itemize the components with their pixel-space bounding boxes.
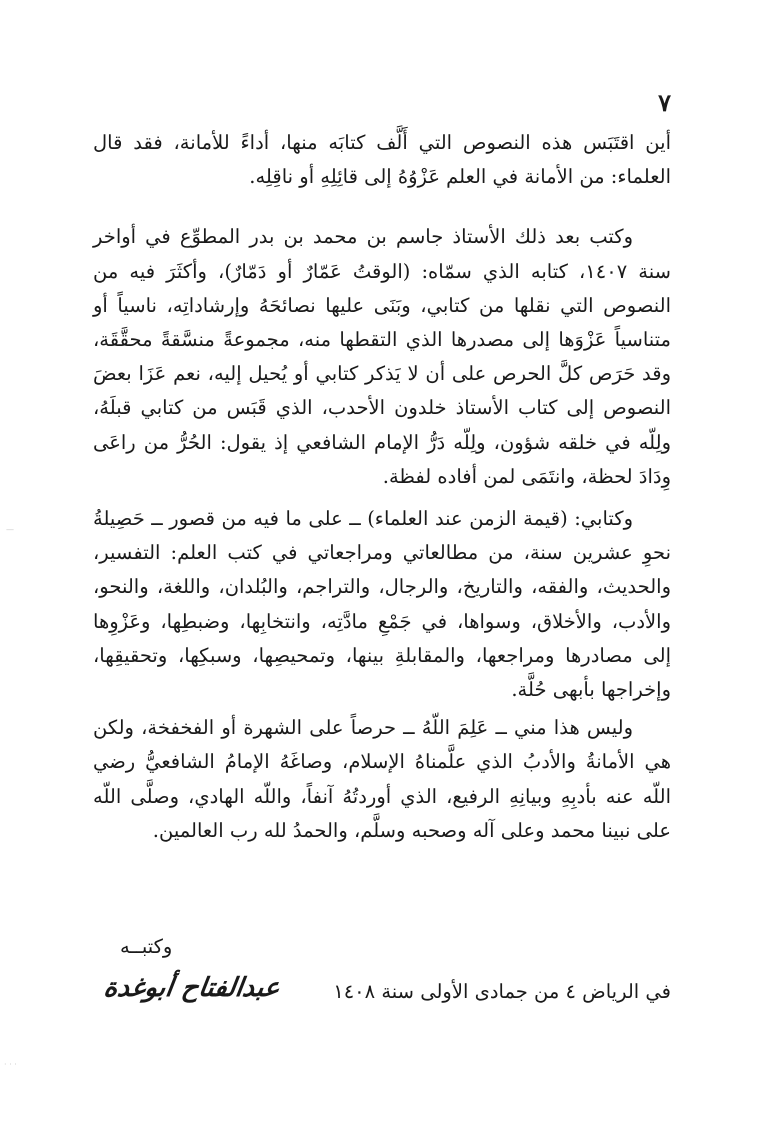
margin-scan-mark: · · · bbox=[4, 1060, 17, 1069]
margin-dash-mark: — bbox=[6, 525, 14, 534]
signoff-word: وكتبــه bbox=[120, 935, 173, 958]
paragraph-2: وكتب بعد ذلك الأستاذ جاسم بن محمد بن بدر المطوِّع في أواخر سنة ١٤٠٧، كتابه الذي سمّاه: (الوقتُ عَمّارٌ أو دَمّارٌ)، وأكثَرَ فيه من النصوص التي نقلها من كتابي، وبَنَى عليها نصائحَهُ وإرشاداتِه، ناسياً أو متناسياً عَزْوَها إلى مصدرها الذي التقطها منه، مجموعةً منسَّقةً محقَّقَة، وقد حَرَص كلَّ الحرص على أن لا يَذكر كتابي أو يُحيل إليه، نعم عَزَا بعضَ النصوص إلى كتاب الأستاذ خلدون الأحدب، الذي قَبَس من كتابي قبلَهُ، ولِلّه في خلقه شؤون، ولِلّه دَرُّ الإمام الشافعي إذ يقول: الحُرُّ من راعَى وِدَادَ لحظة، وانتَمَى لمن أفاده لفظة. bbox=[93, 225, 671, 488]
paragraph-1: أين اقتَبَس هذه النصوص التي أَلَّف كتابَه منها، أداءً للأمانة، فقد قال العلماء: من الأمانة في العلم عَزْوُهُ إلى قائِلِهِ أو ناقِلِه. bbox=[93, 131, 671, 189]
paragraph-3: وكتابي: (قيمة الزمن عند العلماء) ــ على ما فيه من قصور ــ حَصِيلةُ نحوِ عشرين سنة، من مطالعاتي ومراجعاتي في كتب العلم: التفسير، والحديث، والفقه، والتاريخ، والرجال، والتراجم، والبُلدان، واللغة، والنحو، والأدب، والأخلاق، وسواها، في جَمْعِ مادَّتِه، وانتخابِها، وضبطِها، وعَزْوِها إلى مصادرها ومراجعها، والمقابلةِ بينها، وتمحيصِها، وسبكِها، وتحقيقِها، وإخراجها بأبهى حُلَّة. bbox=[93, 507, 671, 702]
paragraph-4: وليس هذا مني ــ عَلِمَ اللّهُ ــ حرصاً على الشهرة أو الفخفخة، ولكن هي الأمانةُ والأدبُ الذي علَّمناهُ الإسلام، وصاغَهُ الإمامُ الشافعيُّ رضي اللّه عنه بأدبِهِ وبيانِهِ الرفيع، الذي أوردتُهُ آنفاً، واللّه الهادي، وصلَّى اللّه على نبينا محمد وعلى آله وصحبه وسلَّم، والحمدُ لله رب العالمين. bbox=[93, 716, 671, 842]
author-signature: عبدالفتاح أبوغدة bbox=[101, 973, 282, 1003]
place-date-line: في الرياض ٤ من جمادى الأولى سنة ١٤٠٨ bbox=[333, 980, 671, 1003]
page-number: ٧ bbox=[658, 88, 671, 117]
body-text bbox=[93, 126, 671, 848]
